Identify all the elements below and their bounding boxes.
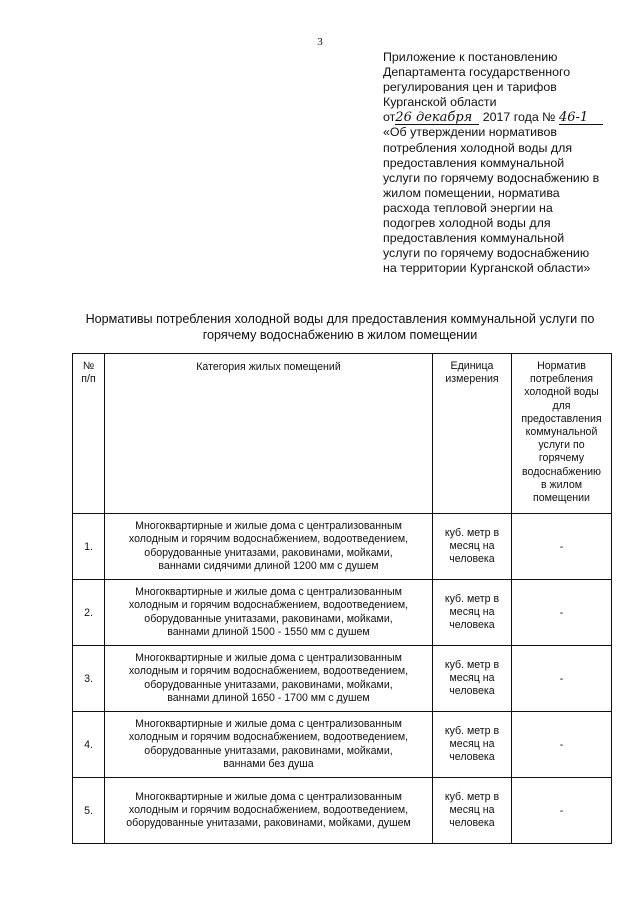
subject-line: «Об утверждении нормативов [383,125,557,140]
subject-line: предоставления коммунальной [383,231,565,246]
header-category: Категория жилых помещений [105,354,433,514]
row-value: - [512,514,612,580]
row-unit: куб. метр в месяц на человека [433,778,512,844]
subject-line: услуги по горячему водоснабжению [383,246,590,261]
appendix-line: регулирования цен и тарифов [383,80,557,95]
handwritten-date: 26 декабря [395,111,479,125]
row-value: - [512,778,612,844]
document-title [70,311,610,343]
table-row [73,514,612,580]
appendix-line: Приложение к постановлению [383,50,558,64]
row-unit: куб. метр в месяц на человека [433,712,512,778]
table-row [73,646,612,712]
header-unit: Единица измерения [433,354,512,514]
subject-line: на территории Курганской области» [383,261,591,276]
date-prefix: от [383,110,396,125]
row-unit: куб. метр в месяц на человека [433,580,512,646]
appendix-line: Департамента государственного [383,65,571,80]
row-number: 2. [73,580,105,646]
subject-line: жилом помещении, норматива [383,185,560,200]
row-category: Многоквартирные и жилые дома с централизованным холодным и горячим водоснабжением, водоотведением, оборудованные унитазами, раковинами, мойками, душем [105,778,433,844]
subject-line: услуги по горячему водоснабжению в [383,170,600,185]
page-number: 3 [317,36,323,48]
subject-line: предоставления коммунальной [383,155,565,170]
subject-line: расхода тепловой энергии на [383,200,553,215]
appendix-block [383,50,633,276]
row-category: Многоквартирные и жилые дома с централизованным холодным и горячим водоснабжением, водоотведением, оборудованные унитазами, раковинами, мойками, ваннами длиной 1500 - 1550 мм с душем [105,580,433,646]
row-number: 5. [73,778,105,844]
row-value: - [512,646,612,712]
row-value: - [512,580,612,646]
subject-line: подогрев холодной воды для [383,216,551,231]
row-number: 3. [73,646,105,712]
title-line: горячему водоснабжению в жилом помещении [202,328,478,342]
table-row [73,712,612,778]
year-text: 2017 года № [482,110,556,125]
norms-table [72,353,612,844]
row-category: Многоквартирные и жилые дома с централизованным холодным и горячим водоснабжением, водоотведением, оборудованные унитазами, раковинами, мойками, ваннами сидячими длиной 1200 мм с душем [105,514,433,580]
handwritten-number: 46-1 [559,111,603,125]
subject-line: потребления холодной воды для [383,140,573,155]
row-number: 1. [73,514,105,580]
table-row [73,778,612,844]
table-header-row [73,354,612,514]
row-category: Многоквартирные и жилые дома с централизованным холодным и горячим водоснабжением, водоотведением, оборудованные унитазами, раковинами, мойками, ваннами длиной 1650 - 1700 мм с душем [105,646,433,712]
header-num: № п/п [73,354,105,514]
title-line: Нормативы потребления холодной воды для предоставления коммунальной услуги по [85,312,595,326]
table-row [73,580,612,646]
row-unit: куб. метр в месяц на человека [433,514,512,580]
row-value: - [512,712,612,778]
row-category: Многоквартирные и жилые дома с централизованным холодным и горячим водоснабжением, водоотведением, оборудованные унитазами, раковинами, мойками, ваннами без душа [105,712,433,778]
date-line [383,110,633,125]
header-norm: Норматив потребления холодной воды для предоставления коммунальной услуги по горячему водоснабжению в жилом помещении [512,354,612,514]
appendix-line: Курганской области [383,95,497,110]
row-number: 4. [73,712,105,778]
row-unit: куб. метр в месяц на человека [433,646,512,712]
